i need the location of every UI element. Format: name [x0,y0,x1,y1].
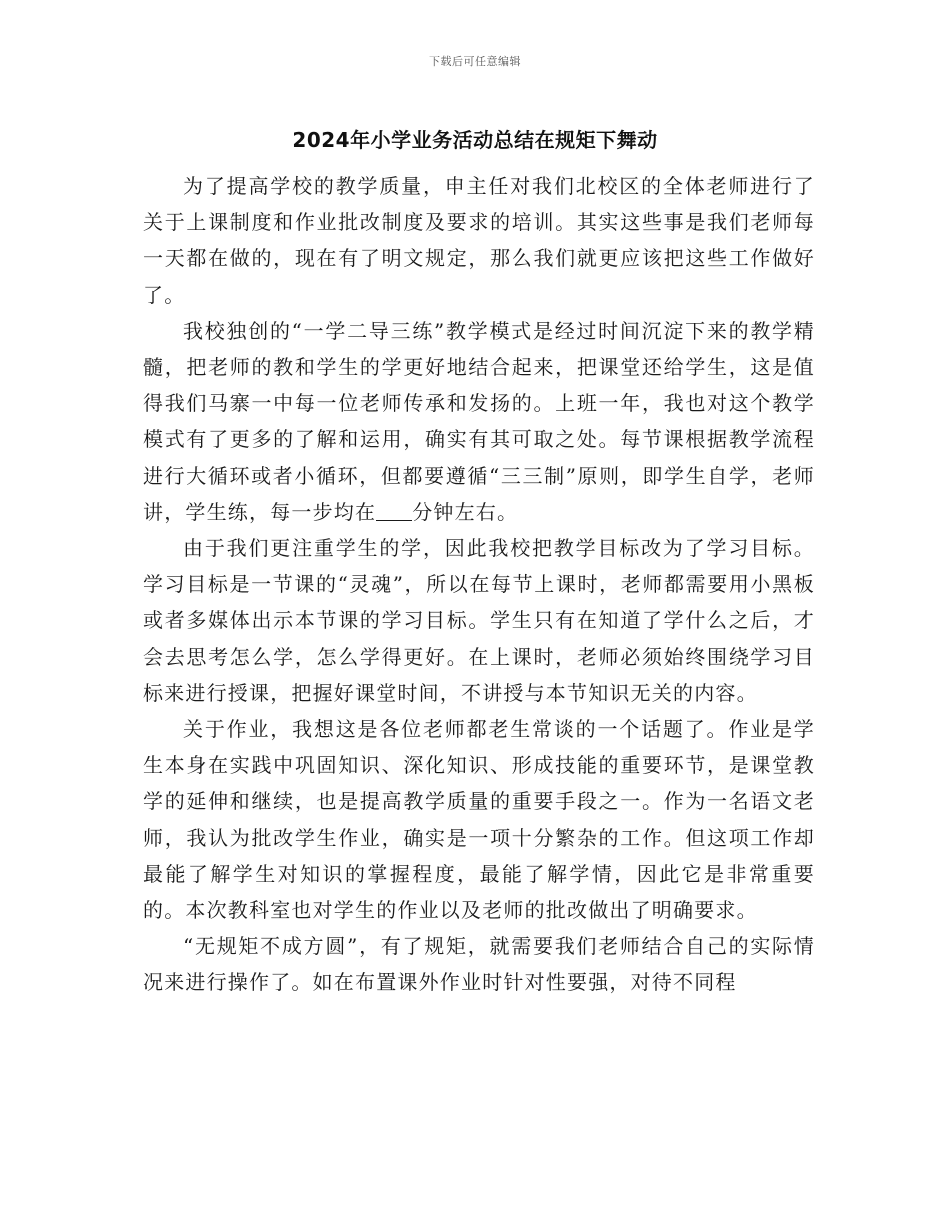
paragraph-2 [143,313,815,530]
header-note: 下载后可任意编辑 [429,55,521,68]
document-body [143,168,815,1001]
paragraph-5: “无规矩不成方圆”，有了规矩，就需要我们老师结合自己的实际情况来进行操作了。如在布置课外作业时针对性要强，对待不同程 [143,934,815,995]
paragraph-2-tail: 分钟左右。 [412,499,519,524]
document-title: 2024年小学业务活动总结在规矩下舞动 [292,128,658,152]
paragraph-1: 为了提高学校的教学质量，申主任对我们北校区的全体老师进行了关于上课制度和作业批改制度及要求的培训。其实这些事是我们老师每一天都在做的，现在有了明文规定，那么我们就更应该把这些工作做好了。 [143,174,815,307]
paragraph-3: 由于我们更注重学生的学，因此我校把教学目标改为了学习目标。学习目标是一节课的“灵魂”，所以在每节上课时，老师都需要用小黑板或者多媒体出示本节课的学习目标。学生只有在知道了学什么之后，才会去思考怎么学，怎么学得更好。在上课时，老师必须始终围绕学习目标来进行授课，把握好课堂时间，不讲授与本节知识无关的内容。 [143,536,815,705]
fill-in-blank [376,500,412,521]
paragraph-4: 关于作业，我想这是各位老师都老生常谈的一个话题了。作业是学生本身在实践中巩固知识、深化知识、形成技能的重要环节，是课堂教学的延伸和继续，也是提高教学质量的重要手段之一。作为一名语文老师，我认为批改学生作业，确实是一项十分繁杂的工作。但这项工作却最能了解学生对知识的掌握程度，最能了解学情，因此它是非常重要的。本次教科室也对学生的作业以及老师的批改做出了明确要求。 [143,717,815,923]
paragraph-2-text: 我校独创的“一学二导三练”教学模式是经过时间沉淀下来的教学精髓，把老师的教和学生的学更好地结合起来，把课堂还给学生，这是值得我们马寨一中每一位老师传承和发扬的。上班一年，我也对这个教学模式有了更多的了解和运用，确实有其可取之处。每节课根据教学流程进行大循环或者小循环，但都要遵循“三三制”原则，即学生自学，老师讲，学生练，每一步均在 [143,318,815,524]
